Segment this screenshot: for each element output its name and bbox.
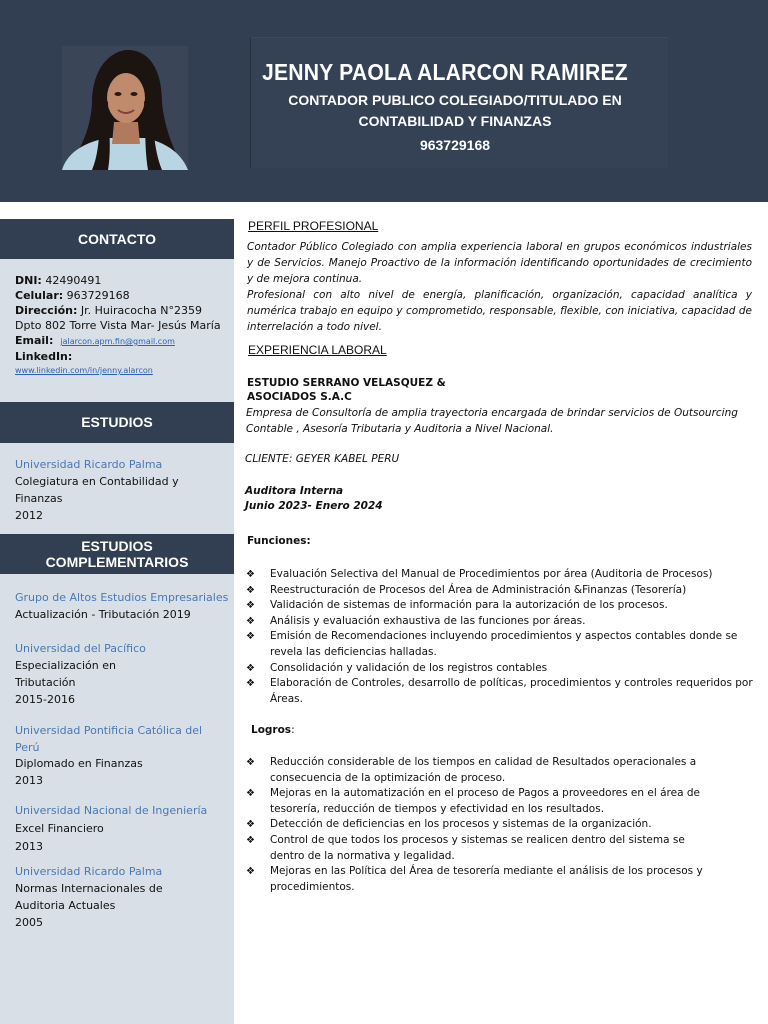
list-item: ❖ Evaluación Selectiva del Manual de Procedimientos por área (Auditoria de Procesos) bbox=[246, 567, 754, 583]
celular-label: Celular: bbox=[15, 289, 64, 302]
diamond-bullet-icon: ❖ bbox=[246, 615, 255, 627]
company-name-line2: ASOCIADOS S.A.C bbox=[247, 391, 352, 403]
list-item: ❖ Consolidación y validación de los registros contables bbox=[246, 661, 754, 677]
diamond-bullet-icon: ❖ bbox=[246, 631, 255, 643]
candidate-name: JENNY PAOLA ALARCON RAMIREZ bbox=[262, 59, 628, 85]
section-header-contacto: CONTACTO bbox=[0, 219, 234, 259]
company-name-line1: ESTUDIO SERRANO VELASQUEZ & bbox=[247, 377, 446, 389]
comp-detail: Diplomado en Finanzas bbox=[15, 757, 143, 770]
complementarios-title-line2: COMPLEMENTARIOS bbox=[45, 554, 189, 570]
linkedin-label: LinkedIn: bbox=[15, 350, 73, 363]
comp-institution: Universidad Pontificia Católica del Perú bbox=[15, 724, 203, 754]
comp-year: 2005 bbox=[15, 916, 43, 929]
comp-institution: Universidad Ricardo Palma bbox=[15, 865, 163, 878]
list-item: ❖ Detección de deficiencias en los procesos y sistemas de la organización. bbox=[246, 817, 716, 833]
professional-title-line2: CONTABILIDAD Y FINANZAS bbox=[358, 113, 552, 129]
diamond-bullet-icon: ❖ bbox=[246, 788, 255, 800]
comp-institution: Grupo de Altos Estudios Empresariales bbox=[15, 591, 229, 604]
list-item: ❖ Elaboración de Controles, desarrollo de políticas, procedimientos y controles requeridos por Áreas. bbox=[246, 677, 753, 705]
job-period: Junio 2023- Enero 2024 bbox=[245, 500, 383, 512]
profile-photo-illustration bbox=[62, 46, 188, 170]
linkedin-link[interactable]: www.linkedin.com/in/jenny.alarcon bbox=[15, 366, 153, 375]
list-item: ❖ Análisis y evaluación exhaustiva de las funciones por áreas. bbox=[246, 614, 754, 630]
contact-block bbox=[15, 273, 227, 377]
estudios-detail: Colegiatura en Contabilidad y Finanzas bbox=[15, 475, 179, 505]
diamond-bullet-icon: ❖ bbox=[246, 584, 255, 596]
email-row bbox=[15, 333, 227, 349]
estudios-year: 2012 bbox=[15, 509, 43, 522]
comp-year: 2013 bbox=[15, 840, 43, 853]
company-description: Empresa de Consultoría de amplia trayectoria encargada de brindar servicios de Outsourcing Contable , Asesoría Tributaria y Auditoria a Nivel Nacional. bbox=[246, 407, 738, 435]
dni-row bbox=[15, 273, 227, 288]
email-link[interactable]: jalarcon.apm.fin@gmail.com bbox=[60, 337, 175, 346]
list-item: ❖ Emisión de Recomendaciones incluyendo procedimientos y aspectos contables donde se revela las deficiencias halladas. bbox=[246, 630, 738, 658]
client-name: CLIENTE: GEYER KABEL PERU bbox=[245, 453, 400, 465]
list-item: ❖ Reducción considerable de los tiempos en calidad de Resultados operacionales a consecuencia de la optimización de proceso. bbox=[246, 756, 697, 784]
comp-detail: Actualización - Tributación 2019 bbox=[15, 608, 191, 621]
list-item: ❖ Reestructuración de Procesos del Área de Administración &Finanzas (Tesorería) bbox=[246, 583, 754, 599]
job-role: Auditora Interna bbox=[245, 485, 344, 497]
comp-year: 2013 bbox=[15, 774, 43, 787]
diamond-bullet-icon: ❖ bbox=[246, 757, 255, 768]
diamond-bullet-icon: ❖ bbox=[246, 662, 255, 674]
list-item: ❖ Mejoras en la automatización en el proceso de Pagos a proveedores en el área de tesorería, reducción de tiempos y efectividad en los resultados. bbox=[246, 787, 700, 815]
profile-photo bbox=[62, 46, 188, 170]
perfil-paragraph-1: Contador Público Colegiado con amplia experiencia laboral en grupos económicos industriales y de Servicios. Manejo Proactivo de la información identificando oportunidades de crecimiento y de mejora continua. bbox=[247, 241, 752, 285]
estudios-institution: Universidad Ricardo Palma bbox=[15, 458, 163, 471]
diamond-bullet-icon: ❖ bbox=[246, 866, 255, 878]
company-name bbox=[247, 376, 547, 404]
section-title-perfil: PERFIL PROFESIONAL bbox=[248, 219, 379, 233]
comp-detail: Especialización en Tributación bbox=[15, 659, 116, 689]
email-label: Email: bbox=[15, 334, 54, 347]
direccion-row bbox=[15, 303, 227, 333]
funciones-heading: Funciones: bbox=[247, 535, 311, 547]
diamond-bullet-icon: ❖ bbox=[246, 819, 255, 831]
logros-title: Logros bbox=[251, 724, 292, 736]
diamond-bullet-icon: ❖ bbox=[246, 678, 255, 690]
direccion-label: Dirección: bbox=[15, 304, 78, 317]
list-item: ❖ Mejoras en las Política del Área de tesorería mediante el análisis de los procesos y procedimientos. bbox=[246, 865, 703, 893]
diamond-bullet-icon: ❖ bbox=[246, 569, 255, 580]
header-phone: 963729168 bbox=[419, 137, 491, 153]
direccion-value: Jr. Huiracocha N°2359 Dpto 802 Torre Vista Mar- Jesús María bbox=[15, 304, 221, 332]
comp-detail: Normas Internacionales de Auditoria Actuales bbox=[15, 882, 163, 912]
perfil-paragraph-2: Profesional con alto nivel de energía, planificación, organización, capacidad analítica y numérica trabajo en equipo y comprometido, responsable, flexible, con iniciativa, capacidad de interrelación a todo nivel. bbox=[247, 289, 752, 333]
list-item: ❖ Validación de sistemas de información para la autorización de los procesos. bbox=[246, 598, 754, 614]
section-header-estudios: ESTUDIOS bbox=[0, 402, 234, 443]
professional-title-line1: CONTADOR PUBLICO COLEGIADO/TITULADO EN bbox=[288, 92, 622, 108]
dni-value: 42490491 bbox=[45, 274, 102, 287]
diamond-bullet-icon: ❖ bbox=[246, 834, 255, 846]
diamond-bullet-icon: ❖ bbox=[246, 600, 255, 612]
list-item: ❖ Control de que todos los procesos y sistemas se realicen dentro del sistema se dentro de la normativa y legalidad. bbox=[246, 833, 685, 862]
celular-row bbox=[15, 288, 227, 303]
header-divider bbox=[0, 202, 768, 208]
logros-colon: : bbox=[291, 724, 295, 736]
comp-detail: Excel Financiero bbox=[15, 822, 104, 835]
logros-list bbox=[246, 755, 716, 895]
comp-institution: Universidad Nacional de Ingeniería bbox=[15, 804, 208, 817]
logros-heading bbox=[251, 724, 295, 736]
section-header-complementarios bbox=[0, 534, 234, 574]
complementarios-title-line1: ESTUDIOS bbox=[81, 538, 153, 554]
comp-institution: Universidad del Pacífico bbox=[15, 642, 146, 655]
comp-year: 2015-2016 bbox=[15, 693, 75, 706]
celular-value: 963729168 bbox=[66, 289, 130, 302]
dni-label: DNI: bbox=[15, 274, 42, 287]
funciones-list bbox=[246, 567, 754, 707]
section-title-experiencia: EXPERIENCIA LABORAL bbox=[248, 343, 387, 357]
linkedin-row bbox=[15, 349, 227, 364]
